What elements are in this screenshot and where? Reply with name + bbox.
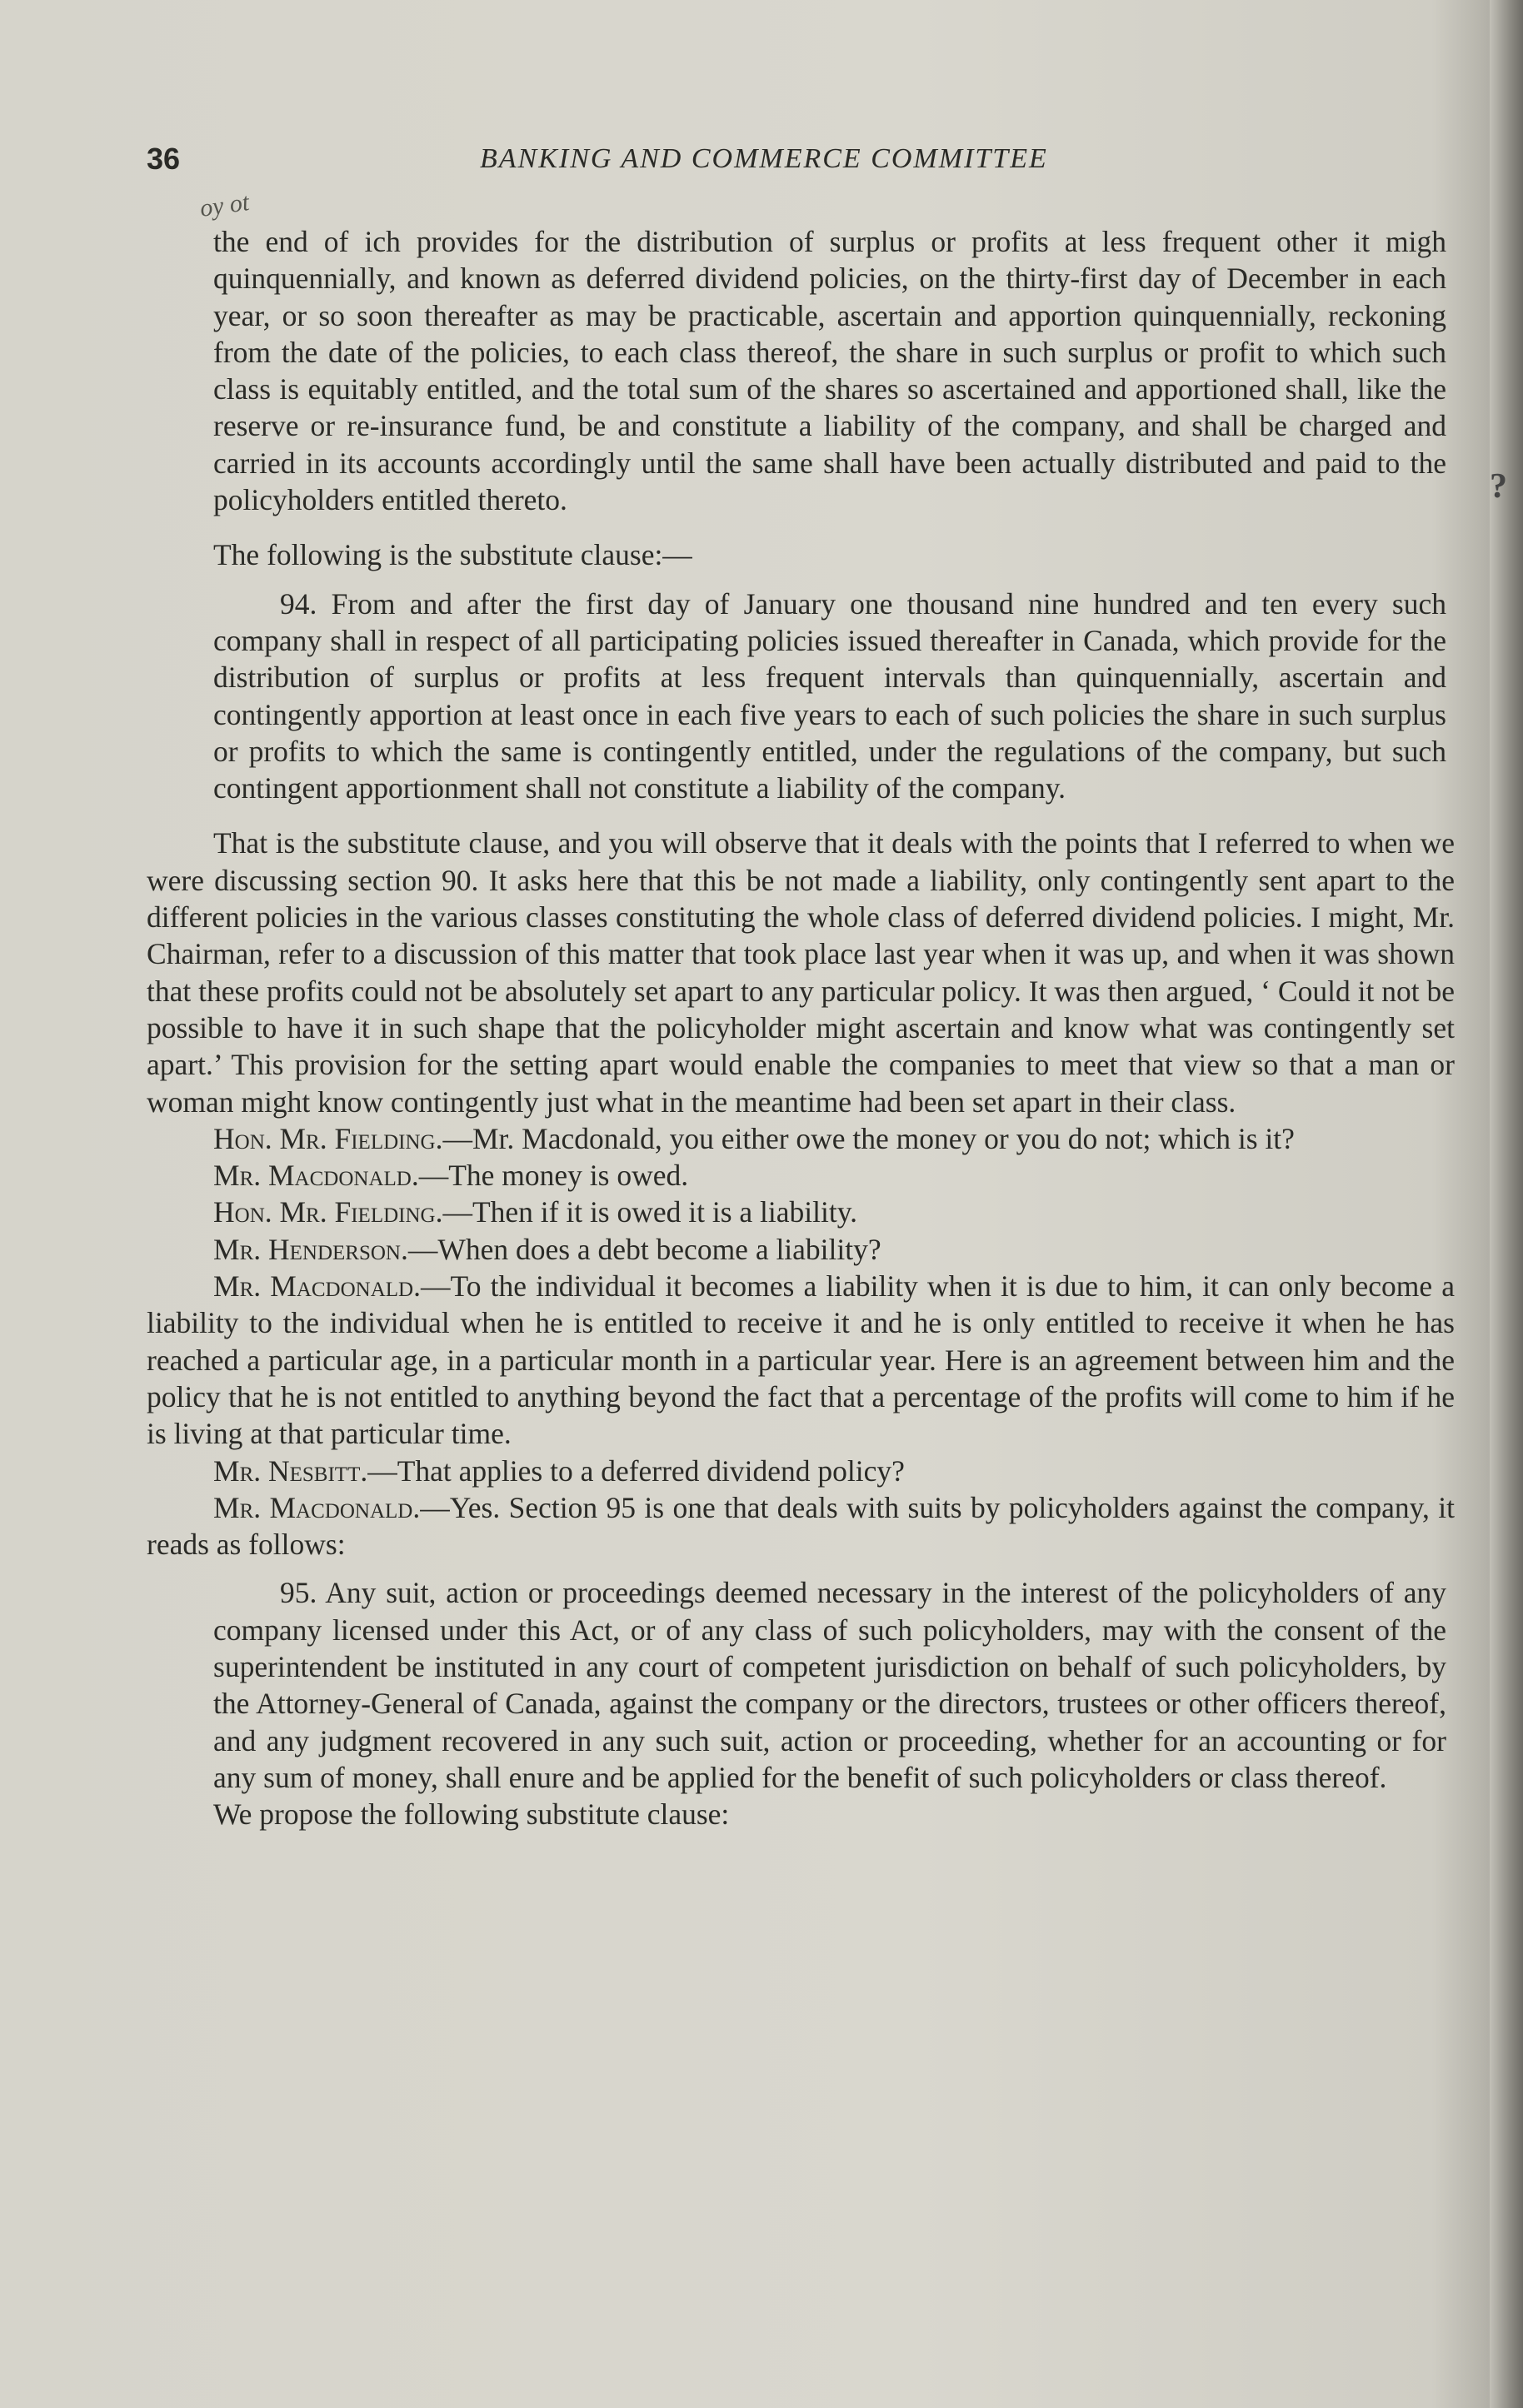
speech-text: —To the individual it becomes a liability when it is due to him, it can only become a liability to the individual when he is entitled to receive it and he is only entitled to receive it when he has reached a particular age, in a particular month in a particular year. Here is an agreement between him and the policy that he is not entitled to anything beyond the fact that a percentage of the profits will come to him if he is living at that particular time.	[147, 1269, 1455, 1451]
handwritten-marginal-note: oy ot	[197, 188, 252, 222]
speech-text: —Yes. Section 95 is one that deals with suits by policyholders against the company, it reads as follows:	[147, 1490, 1455, 1562]
document-body	[147, 223, 1455, 1832]
paragraph-explanation: That is the substitute clause, and you will observe that it deals with the points that I referred to when we were discussing section 90. It asks here that this be not made a liability, only contingently sent apart to the different policies in the various classes constituting the whole class of deferred dividend policies. I might, Mr. Chairman, refer to a discussion of this matter that took place last year when it was up, and when it was shown that these profits could not be absolutely set apart to any particular policy. It was then argued, ‘ Could it not be possible to have it in such shape that the policyholder might ascertain and know what was contingently set apart.’ This provision for the setting apart would enable the companies to meet that view so that a man or woman might know contingently just what in the meantime had been set apart in their class.	[147, 826, 1455, 1119]
speaker-name: Mr. Henderson.	[213, 1232, 408, 1266]
speaker-name: Hon. Mr. Fielding.	[213, 1195, 443, 1229]
dialogue-line	[147, 1157, 1455, 1194]
dialogue-line	[147, 1194, 1455, 1230]
page-number: 36	[147, 142, 181, 176]
speech-text: —Then if it is owed it is a liability.	[442, 1195, 858, 1229]
speech-text: —When does a debt become a liability?	[407, 1232, 881, 1266]
paragraph-substitute-intro-2: We propose the following substitute clause:	[213, 1797, 730, 1832]
book-spine-shadow	[1490, 0, 1523, 2408]
running-head: BANKING AND COMMERCE COMMITTEE	[480, 143, 1048, 174]
speaker-name: Hon. Mr. Fielding.	[213, 1121, 443, 1155]
quoted-clause-94: 94. From and after the first day of January one thousand nine hundred and ten every such company shall in respect of all participating policies issued thereafter in Canada, which provide for the distribution of surplus or profits at less frequent intervals than quinquennially, ascertain and contingently apportion at least once in each five years to each of such policies the share in such surplus or profits to which the same is contingently entitled, under the regulations of the company, but such contingent apportionment shall not constitute a liability of the company.	[213, 586, 1446, 805]
speaker-name: Mr. Macdonald.	[213, 1269, 421, 1304]
dialogue-line	[147, 1120, 1455, 1157]
speaker-name: Mr. Macdonald.	[213, 1159, 419, 1193]
dialogue-line	[147, 1231, 1455, 1268]
margin-mark: ?	[1490, 467, 1507, 506]
dialogue-line	[147, 1489, 1455, 1563]
speech-text: —The money is owed.	[418, 1159, 689, 1193]
dialogue-line	[147, 1268, 1455, 1452]
page-header	[147, 142, 1455, 183]
speaker-name: Mr. Nesbitt.	[213, 1453, 368, 1488]
dialogue-line	[147, 1453, 1455, 1489]
speech-text: —That applies to a deferred dividend policy?	[367, 1453, 905, 1488]
quoted-clause-continuation: the end of ich provides for the distribution of surplus or profits at less frequent other it migh quinquennially, and known as deferred dividend policies, on the thirty-first day of December in each year, or so soon thereafter as may be practicable, ascertain and apportion quinquennially, reckoning from the date of the policies, to each class thereof, the share in such surplus or profit to which such class is equitably entitled, and the total sum of the shares so ascertained and apportioned shall, like the reserve or re-insurance fund, be and constitute a liability of the company, and shall be charged and carried in its accounts accordingly until the same shall have been actually distributed and paid to the policyholders entitled thereto.	[213, 225, 1446, 517]
quoted-clause-95: 95. Any suit, action or proceedings deemed necessary in the interest of the policyholders of any company licensed under this Act, or of any class of such policyholders, may with the consent of the superintendent be instituted in any court of competent jurisdiction on behalf of such policyholders, by the Attorney-General of Canada, against the company or the directors, trustees or other officers thereof, and any judgment recovered in any such suit, action or proceeding, whether for an accounting or for any sum of money, shall enure and be applied for the benefit of such policyholders or class thereof.	[213, 1576, 1446, 1794]
speech-text: —Mr. Macdonald, you either owe the money or you do not; which is it?	[442, 1121, 1295, 1155]
speaker-name: Mr. Macdonald.	[213, 1490, 421, 1524]
paragraph-substitute-intro: The following is the substitute clause:—	[213, 538, 692, 572]
